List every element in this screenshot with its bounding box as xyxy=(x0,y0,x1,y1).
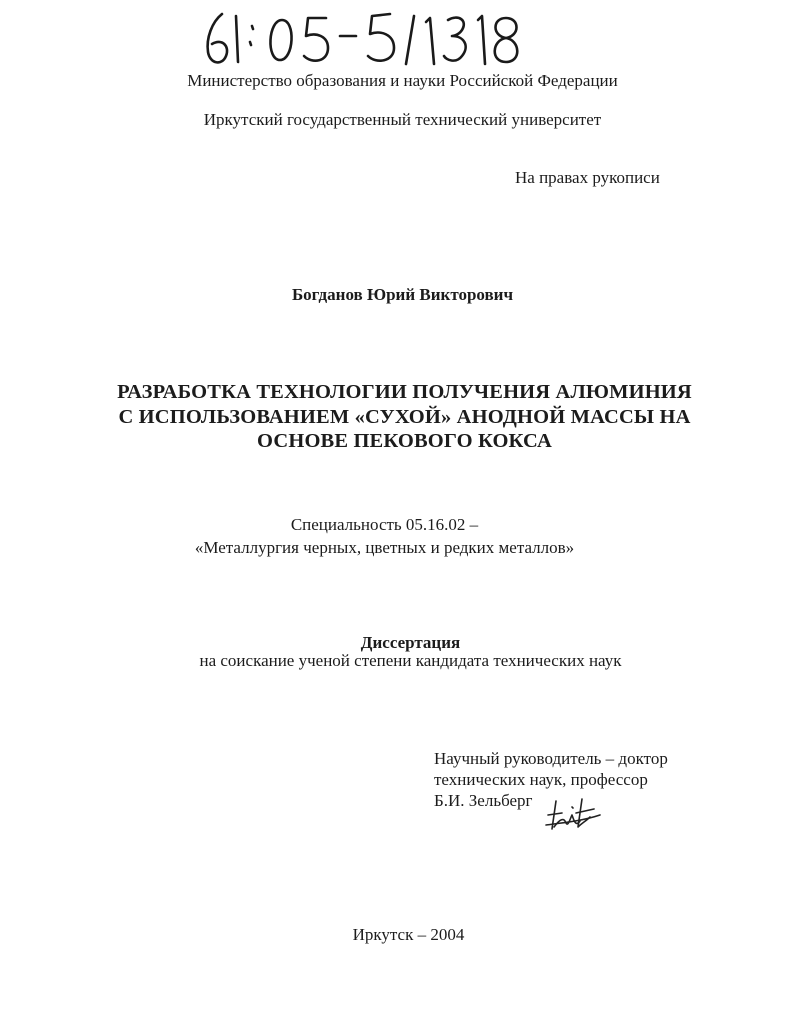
advisor-line: Научный руководитель – доктор xyxy=(434,749,668,768)
specialty-code: Специальность 05.16.02 – xyxy=(290,515,479,534)
title-line: РАЗРАБОТКА ТЕХНОЛОГИИ ПОЛУЧЕНИЯ АЛЮМИНИЯ xyxy=(117,381,692,403)
handwritten-archive-code xyxy=(200,8,540,70)
advisor-signature xyxy=(542,793,604,835)
city-year: Иркутск – 2004 xyxy=(352,925,465,944)
author-name: Богданов Юрий Викторович xyxy=(291,285,514,304)
advisor-line: технических наук, профессор xyxy=(434,770,648,789)
advisor-name: Б.И. Зельберг xyxy=(434,791,533,810)
university-name: Иркутский государственный технический университет xyxy=(203,110,602,129)
manuscript-rights: На правах рукописи xyxy=(515,168,660,187)
specialty-name: «Металлургия черных, цветных и редких металлов» xyxy=(194,538,575,557)
title-line: С ИСПОЛЬЗОВАНИЕМ «СУХОЙ» АНОДНОЙ МАССЫ НА xyxy=(118,405,691,428)
title-line: ОСНОВЕ ПЕКОВОГО КОКСА xyxy=(257,430,552,452)
dissertation-title xyxy=(0,380,793,454)
ministry-name: Министерство образования и науки Российской Федерации xyxy=(187,71,618,90)
dissertation-description: на соискание ученой степени кандидата технических наук xyxy=(199,651,622,670)
dissertation-label: Диссертация xyxy=(360,633,461,652)
